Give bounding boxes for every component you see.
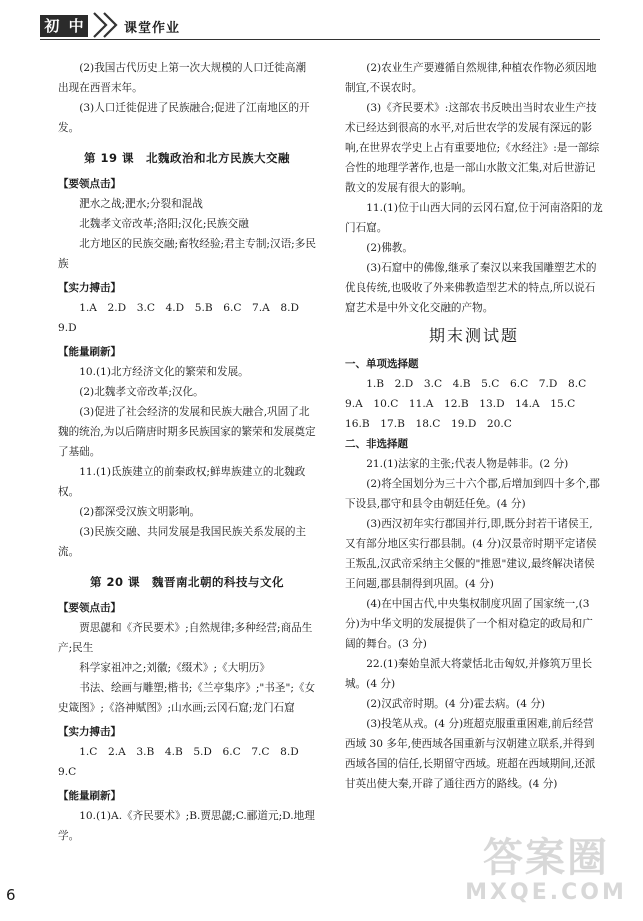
key-point: 书法、绘画与雕塑;楷书;《兰亭集序》;"书圣";《女史箴图》;《洛神赋图》;山水画;云冈石窟;龙门石窟	[58, 682, 316, 714]
lesson-20-points-tag: 【要领点击】	[58, 602, 121, 614]
answer-line: (2)将全国划分为三十六个郡,后增加到四十多个,郡下设县,郡守和县令由朝廷任免。(4 分)	[345, 478, 600, 510]
key-point: 北方地区的民族交融;畜牧经验;君主专制;汉语;多民族	[58, 238, 316, 270]
answer-line: 22.(1)秦始皇派大将蒙恬北击匈奴,并修筑万里长城。(4 分)	[345, 658, 593, 690]
answer-line: (3)石窟中的佛像,继承了秦汉以来我国雕塑艺术的优良传统,也吸收了外来佛教造型艺术的特点,所以说石窟艺术是中外文化交融的产物。	[345, 262, 597, 314]
watermark-bottom: MXQE.COM	[465, 880, 627, 905]
practice-answers: 1.C 2.A 3.B 4.B 5.D 6.C 7.C 8.D 9.C	[58, 746, 310, 778]
answer-line: (2)北魏孝文帝改革;汉化。	[79, 386, 204, 398]
answer-line: 11.(1)氐族建立的前秦政权;鲜卑族建立的北魏政权。	[58, 466, 306, 498]
lesson-19-refresh-tag: 【能量刷新】	[58, 346, 121, 358]
practice-answers: 1.A 2.D 3.C 4.D 5.B 6.C 7.A 8.D 9.D	[58, 302, 310, 334]
intro-line: (2)我国古代历史上第一次大规模的人口迁徙高潮出现在西晋末年。	[58, 62, 307, 94]
watermark-logo	[456, 826, 636, 916]
answer-line: (3)民族交融、共同发展是我国民族关系发展的主流。	[58, 526, 307, 558]
double-chevron-icon	[90, 11, 122, 39]
page-header	[40, 6, 600, 40]
answer-line: (3)《齐民要术》:这部农书反映出当时农业生产技术已经达到很高的水平,对后世农学的发展有深远的影响,在世界农学史上占有重要地位;《水经注》:是一部综合性的地理学著作,也是一部山水散文汇集,对后世游记散文的发展有很大的影响。	[345, 102, 600, 194]
page-number: 6	[6, 886, 16, 904]
choice-answers: 1.B 2.D 3.C 4.B 5.C 6.C 7.D 8.C 9.A 10.C 11.A 12.B 13.D 14.A 15.C 16.B 17.B 18.C 19.D 20.C	[345, 378, 597, 430]
answer-line: 10.(1)北方经济文化的繁荣和发展。	[79, 366, 249, 378]
answer-line: 11.(1)位于山西大同的云冈石窟,位于河南洛阳的龙门石窟。	[345, 202, 603, 234]
lesson-19-title: 第 19 课 北魏政治和北方民族大交融	[83, 151, 290, 165]
header-rule	[40, 39, 600, 40]
lesson-20-title: 第 20 课 魏晋南北朝的科技与文化	[89, 575, 284, 589]
level-label: 初 中	[44, 17, 86, 35]
lesson-20-refresh-tag: 【能量刷新】	[58, 790, 121, 802]
section-1-title: 一、单项选择题	[345, 358, 419, 370]
lesson-19-points-tag: 【要领点击】	[58, 178, 121, 190]
watermark-top: 答案圈	[483, 835, 609, 881]
key-point: 北魏孝文帝改革;洛阳;汉化;民族交融	[79, 218, 249, 230]
answer-line: (2)农业生产要遵循自然规律,种植农作物必须因地制宜,不误农时。	[345, 62, 597, 94]
book-title: 课堂作业	[124, 21, 181, 36]
lesson-20-practice-tag: 【实力搏击】	[58, 726, 121, 738]
answer-line: (2)汉武帝时期。(4 分)霍去病。(4 分)	[366, 698, 546, 710]
key-point: 科学家祖冲之;刘徽;《缀术》;《大明历》	[79, 662, 270, 674]
answer-line: (3)投笔从戎。(4 分)班超克服重重困难,前后经营西域 30 多年,使西域各国重新与汉朝建立联系,并得到西域各国的信任,长期留守西域。班超在西域期间,还派甘英出使大秦,开辟了通往西方的路线。(4 分)	[345, 718, 596, 790]
key-point: 贾思勰和《齐民要术》;自然规律;多种经营;商品生产;民生	[58, 622, 313, 654]
answer-line: 21.(1)法家的主张;代表人物是韩非。(2 分)	[366, 458, 569, 470]
answer-line: (3)促进了社会经济的发展和民族大融合,巩固了北魏的统治,为以后隋唐时期多民族国家的繁荣和发展奠定了基础。	[58, 406, 316, 458]
answer-line: (3)西汉初年实行郡国并行,即,既分封若干诸侯王,又有部分地区实行郡县制。(4 分)汉景帝时期平定诸侯王叛乱,汉武帝采纳主父偃的"推恩"建议,最终解决诸侯王问题,郡县制得到巩固。(4 分)	[345, 518, 597, 590]
right-column	[345, 58, 603, 794]
answer-line: (2)佛教。	[366, 242, 413, 254]
section-2-title: 二、非选择题	[345, 438, 408, 450]
answer-line: (4)在中国古代,中央集权制度巩固了国家统一,(3 分)为中华文明的发展提供了一个相对稳定的政局和广阔的舞台。(3 分)	[345, 598, 593, 650]
key-point: 淝水之战;淝水;分裂和混战	[79, 198, 203, 210]
answer-line: 10.(1)A.《齐民要术》;B.贾思勰;C.郦道元;D.地理学。	[58, 810, 315, 842]
intro-line: (3)人口迁徙促进了民族融合;促进了江南地区的开发。	[58, 102, 310, 134]
answer-line: (2)都深受汉族文明影响。	[79, 506, 201, 518]
left-column	[58, 58, 316, 846]
exam-title: 期末测试题	[428, 326, 519, 345]
lesson-19-practice-tag: 【实力搏击】	[58, 282, 121, 294]
